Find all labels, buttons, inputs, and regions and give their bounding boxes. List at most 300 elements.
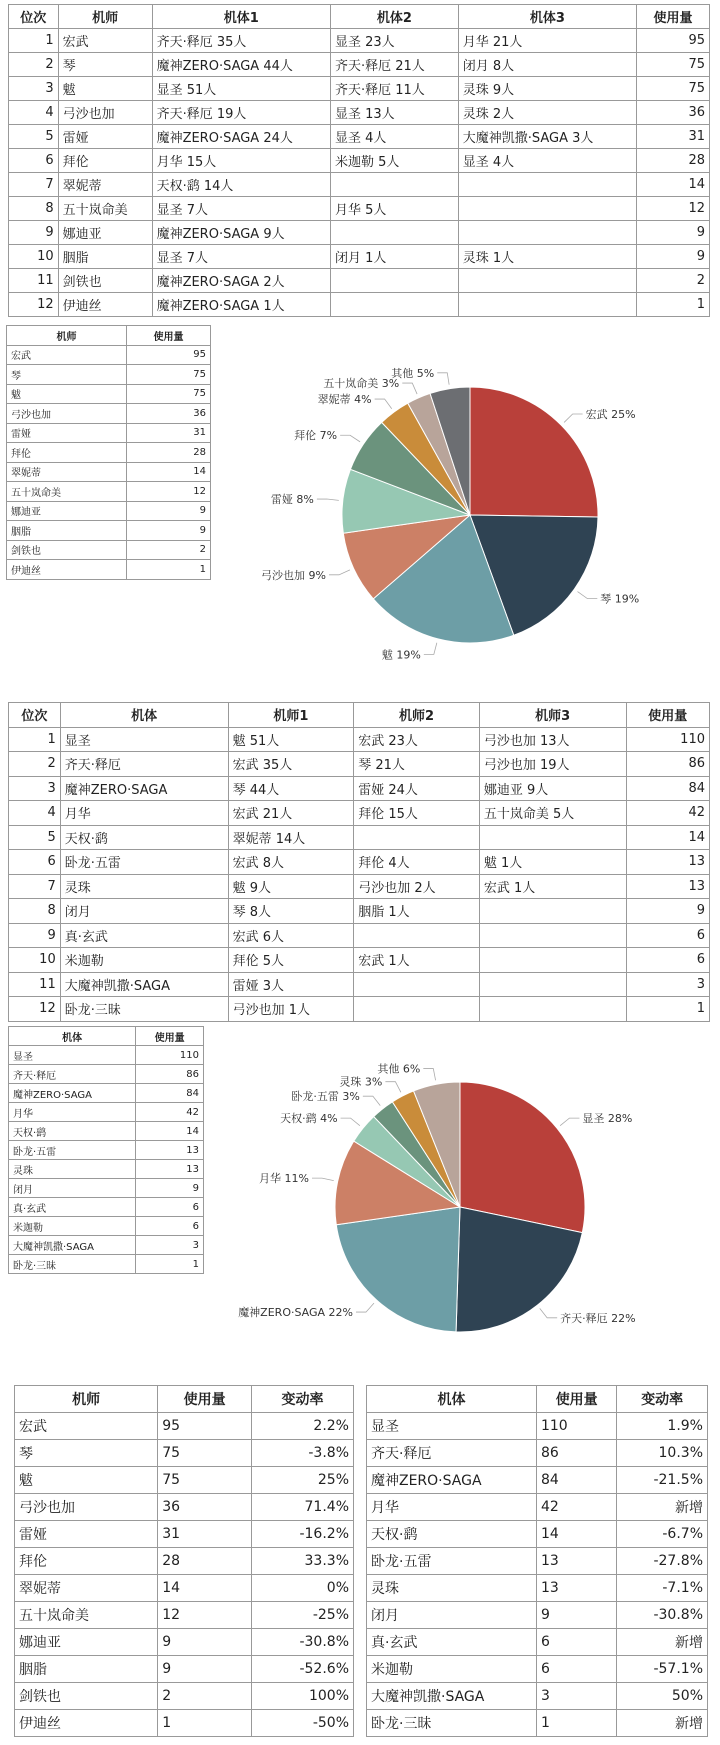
table-cell: 真·玄武 <box>60 923 228 948</box>
table-cell: 1 <box>626 997 709 1022</box>
table-cell: -30.8% <box>617 1602 708 1629</box>
table-cell: 雷娅 <box>58 125 152 149</box>
table-cell: 2 <box>637 269 710 293</box>
table-cell: -7.1% <box>617 1575 708 1602</box>
table-cell: -57.1% <box>617 1656 708 1683</box>
table-cell: 9 <box>158 1656 252 1683</box>
table-row <box>15 1629 354 1656</box>
table-cell: 卧龙·三昧 <box>9 1255 136 1274</box>
table-cell: 闭月 <box>367 1602 537 1629</box>
table-cell: 米迦勒 <box>60 948 228 973</box>
table-cell: 1 <box>136 1255 204 1274</box>
table-cell: 五十岚命美 5人 <box>479 801 626 826</box>
column-header: 机师2 <box>354 703 480 728</box>
table-row <box>367 1413 708 1440</box>
table-row <box>9 850 710 875</box>
table-cell: 显圣 4人 <box>330 125 458 149</box>
table-cell: 31 <box>637 125 710 149</box>
table-cell: 1 <box>9 29 59 53</box>
table-cell: 月华 <box>9 1103 136 1122</box>
leader-line <box>375 399 392 409</box>
pie-slice-label: 魃 19% <box>381 648 421 662</box>
pie-slice-label: 其他 5% <box>391 366 435 380</box>
leader-line <box>437 373 449 385</box>
table-row <box>9 1236 204 1255</box>
column-header: 机师 <box>58 5 152 29</box>
column-header: 机体 <box>9 1027 136 1046</box>
table-cell: 剑铁也 <box>7 540 127 560</box>
table-row <box>9 125 710 149</box>
table-cell: 8 <box>9 197 59 221</box>
header-row <box>15 1386 354 1413</box>
leader-line <box>560 1118 579 1126</box>
table-cell: 3 <box>9 77 59 101</box>
table-cell: 齐天·释厄 21人 <box>330 53 458 77</box>
table-cell <box>458 197 636 221</box>
table-cell: 翠妮蒂 14人 <box>228 825 354 850</box>
table-row <box>9 727 710 752</box>
table-cell <box>458 269 636 293</box>
table-cell: 月华 <box>367 1494 537 1521</box>
table-cell: 闭月 <box>9 1179 136 1198</box>
header-row <box>9 5 710 29</box>
table-cell: 齐天·释厄 <box>9 1065 136 1084</box>
table-cell: 110 <box>626 727 709 752</box>
table-cell: 魔神ZERO·SAGA <box>367 1467 537 1494</box>
table-cell: 米迦勒 5人 <box>330 149 458 173</box>
table-cell: -3.8% <box>251 1440 353 1467</box>
table-cell: 真·玄武 <box>367 1629 537 1656</box>
table-cell: 6 <box>136 1217 204 1236</box>
pie-slice-label: 天权·鹞 4% <box>280 1112 338 1126</box>
table-cell: 弓沙也加 1人 <box>228 997 354 1022</box>
table-row <box>7 423 211 443</box>
pie-slice-label: 拜伦 7% <box>294 429 338 443</box>
table-cell: 齐天·释厄 19人 <box>152 101 330 125</box>
table-row <box>15 1494 354 1521</box>
header-row <box>367 1386 708 1413</box>
table-cell: -27.8% <box>617 1548 708 1575</box>
column-header: 机体 <box>367 1386 537 1413</box>
table-row <box>15 1467 354 1494</box>
table-cell: 月华 <box>60 801 228 826</box>
table-cell: 84 <box>536 1467 616 1494</box>
table-row <box>9 53 710 77</box>
table-row <box>9 77 710 101</box>
table-cell: 7 <box>9 173 59 197</box>
table-cell: 魃 51人 <box>228 727 354 752</box>
table-cell: 五十岚命美 <box>15 1602 158 1629</box>
table-cell: 魔神ZERO·SAGA 24人 <box>152 125 330 149</box>
table-cell: 9 <box>127 501 211 521</box>
table-cell: 86 <box>136 1065 204 1084</box>
table-cell: 琴 8人 <box>228 899 354 924</box>
table-cell: 显圣 <box>60 727 228 752</box>
table-cell: 拜伦 <box>15 1548 158 1575</box>
table-cell: 大魔神凯撒·SAGA <box>367 1683 537 1710</box>
pie-slice-label: 月华 11% <box>259 1172 309 1186</box>
table-cell <box>458 173 636 197</box>
pie-slice-label: 其他 6% <box>377 1062 421 1076</box>
table-cell: 琴 <box>15 1440 158 1467</box>
table-cell: 月华 5人 <box>330 197 458 221</box>
table-cell: 9 <box>536 1602 616 1629</box>
table-cell: 14 <box>136 1122 204 1141</box>
table-cell: 齐天·释厄 <box>367 1440 537 1467</box>
table-cell: 月华 21人 <box>458 29 636 53</box>
table-cell: 弓沙也加 <box>7 404 127 424</box>
table-cell: -50% <box>251 1710 353 1737</box>
column-header: 机体 <box>60 703 228 728</box>
table-cell: 显圣 <box>9 1046 136 1065</box>
table-cell: 伊迪丝 <box>7 560 127 580</box>
table-cell: 7 <box>9 874 61 899</box>
table-cell: 雷娅 <box>7 423 127 443</box>
table-cell: 14 <box>626 825 709 850</box>
column-header: 使用量 <box>637 5 710 29</box>
table-row <box>15 1602 354 1629</box>
table-cell: 0% <box>251 1575 353 1602</box>
table-cell: 齐天·释厄 11人 <box>330 77 458 101</box>
table-cell: 9 <box>9 221 59 245</box>
table-cell: 110 <box>136 1046 204 1065</box>
table-cell: 2 <box>127 540 211 560</box>
table-cell: 魃 <box>7 384 127 404</box>
pie-slice-label: 灵珠 3% <box>339 1075 383 1089</box>
table-row <box>9 197 710 221</box>
table-cell: 天权·鹞 <box>9 1122 136 1141</box>
table-row <box>9 972 710 997</box>
table-cell: 卧龙·五雷 <box>9 1141 136 1160</box>
table-cell: 拜伦 5人 <box>228 948 354 973</box>
column-header: 使用量 <box>626 703 709 728</box>
table-cell: 显圣 <box>367 1413 537 1440</box>
table-cell: 9 <box>158 1629 252 1656</box>
pie-slice-label: 弓沙也加 9% <box>261 568 327 582</box>
table-cell: 魔神ZERO·SAGA 2人 <box>152 269 330 293</box>
table-row <box>15 1548 354 1575</box>
pie-slice-label: 琴 19% <box>600 592 640 606</box>
table-cell: 灵珠 2人 <box>458 101 636 125</box>
table-cell: 显圣 7人 <box>152 197 330 221</box>
table-cell: 闭月 1人 <box>330 245 458 269</box>
table-cell: 2 <box>9 53 59 77</box>
table-cell: 宏武 <box>7 345 127 365</box>
table-cell: 宏武 35人 <box>228 752 354 777</box>
table-cell: 弓沙也加 19人 <box>479 752 626 777</box>
leader-line <box>423 1069 435 1081</box>
table-cell: 雷娅 3人 <box>228 972 354 997</box>
table-cell: 显圣 13人 <box>330 101 458 125</box>
table-cell: 天权·鹞 <box>367 1521 537 1548</box>
table-cell: 42 <box>136 1103 204 1122</box>
table-row <box>15 1710 354 1737</box>
column-header: 机师1 <box>228 703 354 728</box>
table-cell: 2.2% <box>251 1413 353 1440</box>
table-cell: 魔神ZERO·SAGA <box>9 1084 136 1103</box>
table-cell: 28 <box>637 149 710 173</box>
table-cell: 86 <box>626 752 709 777</box>
table-cell: 33.3% <box>251 1548 353 1575</box>
table-cell <box>458 221 636 245</box>
table-cell: 雷娅 <box>15 1521 158 1548</box>
table-row <box>367 1575 708 1602</box>
table-cell: 9 <box>9 923 61 948</box>
table-cell <box>479 825 626 850</box>
table-cell: 宏武 1人 <box>479 874 626 899</box>
table-cell: 75 <box>637 53 710 77</box>
pie-slice-label: 卧龙·五雷 3% <box>291 1090 360 1104</box>
table-cell: 卧龙·三昧 <box>367 1710 537 1737</box>
pilot-ranking-table <box>8 4 710 317</box>
table-cell: 5 <box>9 125 59 149</box>
table-cell: 13 <box>626 850 709 875</box>
table-cell: 1.9% <box>617 1413 708 1440</box>
column-header: 位次 <box>9 5 59 29</box>
table-cell: 娜迪亚 <box>7 501 127 521</box>
table-cell: 6 <box>626 948 709 973</box>
table-cell: 显圣 4人 <box>458 149 636 173</box>
table-cell: 翠妮蒂 <box>58 173 152 197</box>
table-row <box>9 1179 204 1198</box>
table-cell: 魃 1人 <box>479 850 626 875</box>
table-cell: -16.2% <box>251 1521 353 1548</box>
table-cell: 6 <box>536 1629 616 1656</box>
table-cell: 1 <box>9 727 61 752</box>
table-cell: 42 <box>626 801 709 826</box>
table-row <box>367 1440 708 1467</box>
table-cell: 显圣 7人 <box>152 245 330 269</box>
table-row <box>7 540 211 560</box>
table-cell: 50% <box>617 1683 708 1710</box>
table-cell: 9 <box>637 245 710 269</box>
table-cell: 6 <box>536 1656 616 1683</box>
table-row <box>367 1656 708 1683</box>
table-cell <box>479 997 626 1022</box>
table-row <box>7 482 211 502</box>
column-header: 机体3 <box>458 5 636 29</box>
table-cell <box>330 293 458 317</box>
table-cell: 14 <box>637 173 710 197</box>
table-row <box>367 1467 708 1494</box>
column-header: 使用量 <box>536 1386 616 1413</box>
table-cell: 10 <box>9 245 59 269</box>
mech-ranking-table <box>8 702 710 1022</box>
table-cell: 琴 <box>58 53 152 77</box>
table-cell: 弓沙也加 <box>15 1494 158 1521</box>
table-cell: 11 <box>9 972 61 997</box>
table-cell: 95 <box>637 29 710 53</box>
table-cell: 75 <box>158 1467 252 1494</box>
table-row <box>367 1521 708 1548</box>
table-cell: 71.4% <box>251 1494 353 1521</box>
table-cell <box>330 173 458 197</box>
table-row <box>9 899 710 924</box>
table-cell: 12 <box>637 197 710 221</box>
table-row <box>9 776 710 801</box>
leader-line <box>578 592 598 599</box>
table-cell: 琴 <box>7 365 127 385</box>
table-row <box>9 29 710 53</box>
leader-line <box>363 1096 380 1105</box>
table-cell: 3 <box>536 1683 616 1710</box>
table-cell: 伊迪丝 <box>58 293 152 317</box>
table-cell: 4 <box>9 101 59 125</box>
table-cell: 75 <box>637 77 710 101</box>
table-cell: 1 <box>127 560 211 580</box>
table-cell: 14 <box>158 1575 252 1602</box>
table-row <box>9 101 710 125</box>
table-cell: 灵珠 <box>367 1575 537 1602</box>
table-cell: 新增 <box>617 1494 708 1521</box>
table-cell: 翠妮蒂 <box>15 1575 158 1602</box>
table-cell: 13 <box>136 1141 204 1160</box>
table-row <box>9 874 710 899</box>
table-cell: 五十岚命美 <box>58 197 152 221</box>
table-cell: 娜迪亚 <box>15 1629 158 1656</box>
table-cell: 弓沙也加 2人 <box>354 874 480 899</box>
table-cell: 14 <box>127 462 211 482</box>
table-cell: 36 <box>127 404 211 424</box>
table-cell: 胭脂 <box>58 245 152 269</box>
table-cell <box>354 997 480 1022</box>
leader-line <box>312 1178 334 1180</box>
table-cell: 6 <box>626 923 709 948</box>
table-cell: -21.5% <box>617 1467 708 1494</box>
table-cell: 齐天·释厄 35人 <box>152 29 330 53</box>
table-cell: 剑铁也 <box>58 269 152 293</box>
table-row <box>9 997 710 1022</box>
table-row <box>9 1255 204 1274</box>
table-cell <box>330 221 458 245</box>
table-cell <box>354 825 480 850</box>
column-header: 使用量 <box>127 326 211 346</box>
table-cell: 大魔神凯撒·SAGA 3人 <box>458 125 636 149</box>
table-cell: -6.7% <box>617 1521 708 1548</box>
pie-slice-label: 显圣 28% <box>582 1112 633 1126</box>
table-cell: 真·玄武 <box>9 1198 136 1217</box>
table-row <box>9 269 710 293</box>
table-cell: 胭脂 1人 <box>354 899 480 924</box>
table-cell: 9 <box>637 221 710 245</box>
table-cell: 13 <box>536 1548 616 1575</box>
table-cell: 灵珠 1人 <box>458 245 636 269</box>
table-row <box>15 1521 354 1548</box>
pie-slice-label: 五十岚命美 3% <box>323 377 400 391</box>
table-cell: 1 <box>536 1710 616 1737</box>
table-row <box>7 404 211 424</box>
leader-line <box>340 435 360 442</box>
table-row <box>9 1084 204 1103</box>
header-row <box>7 326 211 346</box>
table-cell: -52.6% <box>251 1656 353 1683</box>
column-header: 变动率 <box>251 1386 353 1413</box>
table-cell: 宏武 8人 <box>228 850 354 875</box>
column-header: 机师 <box>15 1386 158 1413</box>
table-row <box>9 1065 204 1084</box>
table-cell: 齐天·释厄 <box>60 752 228 777</box>
table-cell: 米迦勒 <box>9 1217 136 1236</box>
table-row <box>9 752 710 777</box>
pie-slice-label: 雷娅 8% <box>270 493 314 507</box>
table-row <box>367 1548 708 1575</box>
table-cell: 月华 15人 <box>152 149 330 173</box>
table-cell <box>354 923 480 948</box>
table-row <box>7 365 211 385</box>
table-row <box>9 173 710 197</box>
pie-slice-label: 翠妮蒂 4% <box>317 393 372 407</box>
leader-line <box>385 1082 400 1093</box>
table-cell: -30.8% <box>251 1629 353 1656</box>
leader-line <box>329 570 350 575</box>
table-cell: 拜伦 15人 <box>354 801 480 826</box>
table-cell: 3 <box>136 1236 204 1255</box>
table-row <box>7 560 211 580</box>
table-cell: 大魔神凯撒·SAGA <box>9 1236 136 1255</box>
table-cell: 魔神ZERO·SAGA 9人 <box>152 221 330 245</box>
table-cell: 2 <box>9 752 61 777</box>
pie-slice-label: 魔神ZERO·SAGA 22% <box>238 1306 353 1320</box>
table-row <box>7 443 211 463</box>
table-cell: 9 <box>626 899 709 924</box>
table-row <box>7 462 211 482</box>
table-cell: 翠妮蒂 <box>7 462 127 482</box>
column-header: 位次 <box>9 703 61 728</box>
table-row <box>7 501 211 521</box>
table-cell: 31 <box>158 1521 252 1548</box>
table-cell: 6 <box>9 149 59 173</box>
table-cell <box>479 948 626 973</box>
table-cell: 魃 <box>15 1467 158 1494</box>
table-row <box>7 345 211 365</box>
pie-slice-label: 宏武 25% <box>585 407 636 421</box>
table-row <box>9 221 710 245</box>
table-cell: 95 <box>158 1413 252 1440</box>
table-cell: 娜迪亚 9人 <box>479 776 626 801</box>
table-cell: 25% <box>251 1467 353 1494</box>
pie-slice <box>460 1082 585 1233</box>
header-row <box>9 1027 204 1046</box>
table-cell: 5 <box>9 825 61 850</box>
column-header: 机师 <box>7 326 127 346</box>
table-cell: 琴 21人 <box>354 752 480 777</box>
table-row <box>9 923 710 948</box>
table-cell: 110 <box>536 1413 616 1440</box>
table-row <box>9 1198 204 1217</box>
table-cell: 36 <box>158 1494 252 1521</box>
table-row <box>9 1122 204 1141</box>
table-cell <box>479 972 626 997</box>
table-cell: 娜迪亚 <box>58 221 152 245</box>
table-row <box>367 1683 708 1710</box>
table-cell: -25% <box>251 1602 353 1629</box>
leader-line <box>402 383 417 394</box>
table-row <box>367 1629 708 1656</box>
table-cell: 14 <box>536 1521 616 1548</box>
table-row <box>367 1710 708 1737</box>
table-cell: 新增 <box>617 1629 708 1656</box>
table-cell: 拜伦 4人 <box>354 850 480 875</box>
pilot-change-rate-table <box>14 1385 354 1737</box>
table-cell: 胭脂 <box>15 1656 158 1683</box>
table-row <box>367 1494 708 1521</box>
pie-slice <box>336 1207 460 1332</box>
table-cell: 琴 44人 <box>228 776 354 801</box>
table-cell: 灵珠 9人 <box>458 77 636 101</box>
table-cell: 灵珠 <box>60 874 228 899</box>
table-row <box>9 245 710 269</box>
table-cell: 天权·鹞 <box>60 825 228 850</box>
